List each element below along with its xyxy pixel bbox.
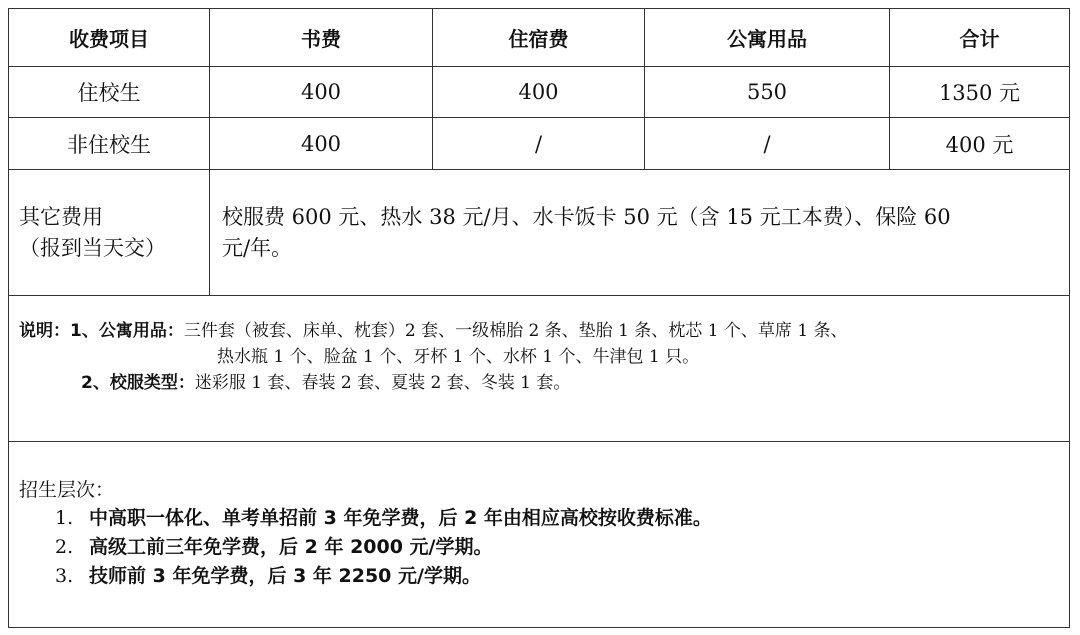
- list-item: [19, 562, 1059, 591]
- recruit-item-text: 高级工前三年免学费，后 2 年 2000 元/学期。: [89, 536, 493, 558]
- recruit-section: [9, 442, 1069, 627]
- non-boarding-book-fee: 400: [210, 118, 433, 169]
- recruit-item-text: 中高职一体化、单考单招前 3 年免学费，后 2 年由相应高校按收费标准。: [89, 507, 712, 529]
- list-item: [19, 504, 1059, 533]
- table-row: [9, 118, 1069, 170]
- other-fees-label: [9, 170, 210, 295]
- notes-item2-label: 校服类型：: [109, 373, 195, 393]
- table-row: [9, 67, 1069, 118]
- notes-item1-label: 公寓用品：: [98, 321, 184, 341]
- recruit-item-number: 3.: [55, 565, 74, 587]
- notes-line3: [19, 370, 1059, 396]
- header-fee-item: 收费项目: [9, 9, 210, 66]
- other-fees-label-line1: 其它费用: [19, 204, 103, 229]
- notes-line1: [19, 318, 1059, 344]
- non-boarding-dorm-fee: /: [433, 118, 645, 169]
- other-fees-row: [9, 170, 1069, 296]
- recruit-item-number: 1.: [55, 507, 74, 529]
- non-boarding-total: 400 元: [945, 132, 1014, 157]
- notes-prefix: 说明：1、: [19, 321, 99, 341]
- boarding-total: 1350 元: [938, 81, 1021, 105]
- boarding-dorm-fee: 400: [433, 67, 645, 117]
- notes-item1-line2: 热水瓶 1 个、脸盆 1 个、牙杯 1 个、水杯 1 个、牛津包 1 只。: [217, 347, 700, 367]
- row-label-boarding: 住校生: [9, 67, 210, 117]
- notes-section: [9, 296, 1069, 442]
- non-boarding-supplies-fee: /: [645, 118, 890, 169]
- row-label-non-boarding: 非住校生: [9, 118, 210, 169]
- recruit-item-text: 技师前 3 年免学费，后 3 年 2250 元/学期。: [89, 565, 481, 587]
- other-fees-detail-line1: 校服费 600 元、热水 38 元/月、水卡饭卡 50 元（含 15 元工本费）、保险 60: [222, 204, 951, 229]
- table-header-row: [9, 9, 1069, 67]
- list-item: [19, 533, 1059, 562]
- other-fees-label-line2: （报到当天交）: [19, 235, 166, 260]
- notes-item2-text: 迷彩服 1 套、春装 2 套、夏装 2 套、冬装 1 套。: [194, 373, 571, 393]
- fee-table-frame: [8, 8, 1070, 628]
- notes-item2-prefix: 2、: [81, 373, 110, 393]
- header-apartment-supplies: 公寓用品: [645, 9, 890, 66]
- boarding-book-fee: 400: [210, 67, 433, 117]
- recruit-item-number: 2.: [55, 536, 74, 558]
- header-total: 合计: [959, 27, 1000, 51]
- boarding-supplies-fee: 550: [645, 67, 890, 117]
- other-fees-detail: [210, 170, 1069, 295]
- header-dorm-fee: 住宿费: [433, 9, 645, 66]
- recruit-title: 招生层次：: [19, 479, 115, 501]
- other-fees-detail-line2: 元/年。: [222, 235, 293, 260]
- notes-item1-line1: 三件套（被套、床单、枕套）2 套、一级棉胎 2 条、垫胎 1 条、枕芯 1 个、草席 1 条、: [183, 321, 848, 341]
- header-book-fee: 书费: [210, 9, 433, 66]
